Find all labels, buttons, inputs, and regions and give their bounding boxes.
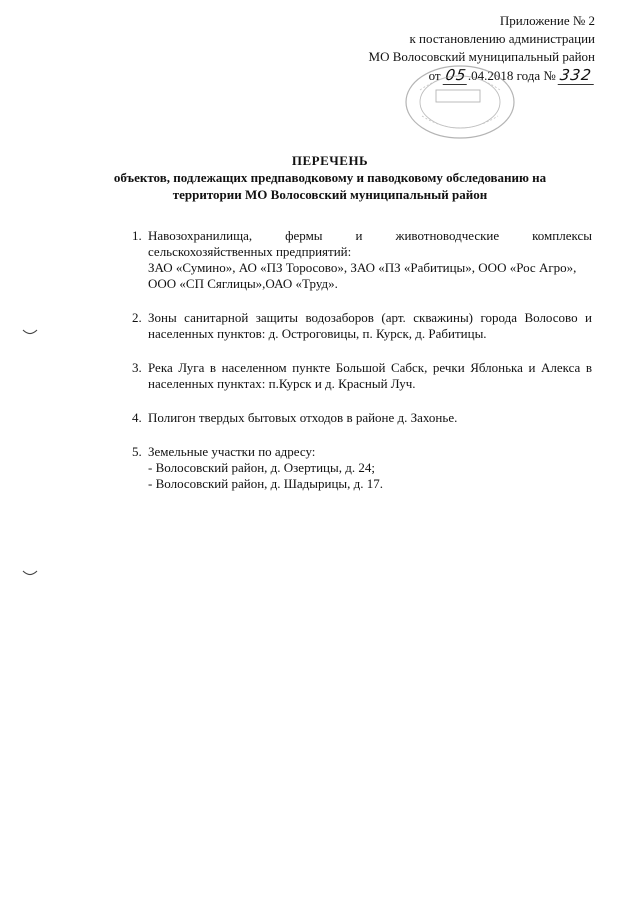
list-item-number: 3.	[132, 360, 142, 375]
item-line: - Волосовский район, д. Озертицы, д. 24;	[148, 460, 375, 475]
appendix-number: Приложение № 2	[499, 13, 595, 28]
resolution-reference: к постановлению администрации	[409, 31, 595, 46]
objects-list	[120, 228, 592, 510]
list-item	[120, 410, 592, 426]
date-rest: .04.2018 года №	[467, 68, 556, 83]
item-line: Навозохранилища, фермы и животноводческие комплексы	[148, 228, 592, 243]
item-line: ЗАО «Сумино», АО «ПЗ Торосово», ЗАО «ПЗ «Рабитицы», ООО «Рос Агро»,	[148, 260, 577, 275]
list-item-number: 4.	[132, 410, 142, 425]
item-line: Земельные участки по адресу:	[148, 444, 316, 459]
list-item	[120, 228, 592, 292]
list-item-text	[148, 410, 592, 426]
handwritten-doc-number: 332	[558, 66, 597, 85]
item-line: сельскохозяйственных предприятий:	[148, 244, 352, 259]
official-seal	[400, 60, 518, 140]
binder-mark	[22, 569, 38, 577]
list-item-text	[148, 310, 592, 342]
list-item-number: 1.	[132, 228, 142, 243]
item-line: Река Луга в населенном пункте Большой Сабск, речки Яблонька и Алекса в	[148, 360, 592, 375]
item-line: - Волосовский район, д. Шадырицы, д. 17.	[148, 476, 384, 491]
item-line: населенных пунктов: д. Остроговицы, п. Курск, д. Рабитицы.	[148, 326, 487, 341]
title-subtitle-line2: территории МО Волосовский муниципальный район	[172, 187, 488, 202]
list-item	[120, 360, 592, 392]
municipality-name: МО Волосовский муниципальный район	[368, 49, 595, 64]
list-item-text	[148, 444, 592, 492]
item-line: Зоны санитарной защиты водозаборов (арт. скважины) города Волосово и	[148, 310, 592, 325]
item-line: ООО «СП Сяглицы»,ОАО «Труд».	[148, 276, 338, 291]
list-item-text	[148, 228, 592, 292]
handwritten-day: 05	[444, 66, 468, 84]
list-item	[120, 444, 592, 492]
title-heading: ПЕРЕЧЕНЬ	[291, 153, 369, 168]
list-item-number: 5.	[132, 444, 142, 459]
document-title	[80, 152, 580, 203]
list-item-text	[148, 360, 592, 392]
title-subtitle-line1: объектов, подлежащих предпаводковому и паводковому обследованию на	[113, 170, 547, 185]
item-line: населенных пунктах: п.Курск и д. Красный Луч.	[148, 376, 416, 391]
binder-mark	[22, 328, 38, 336]
list-item-number: 2.	[132, 310, 142, 325]
item-line: Полигон твердых бытовых отходов в районе д. Захонье.	[148, 410, 458, 425]
list-item	[120, 310, 592, 342]
date-prefix: от	[428, 68, 441, 83]
